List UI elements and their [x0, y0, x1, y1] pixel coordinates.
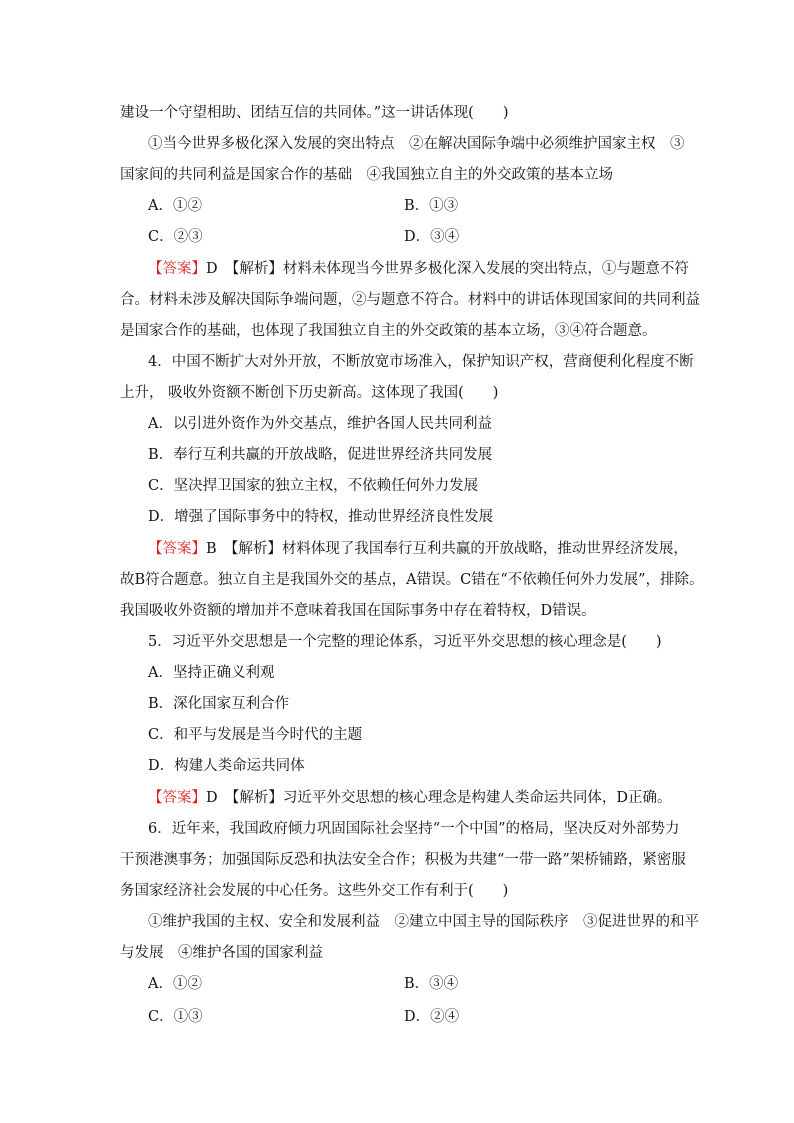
q3-option-c: C．②③	[148, 229, 203, 245]
q3-analysis-line2: 是国家合作的基础，也体现了我国独立自主的外交政策的基本立场，③④符合题意。	[120, 323, 657, 339]
q5-option-a: A．坚持正确义利观	[148, 665, 275, 681]
answer-text: D 【解析】习近平外交思想的核心理念是构建人类命运共同体，D正确。	[206, 790, 672, 806]
q5-option-c: C．和平与发展是当今时代的主题	[148, 727, 363, 743]
q4-option-c: C．坚决捍卫国家的独立主权，不依赖任何外力发展	[148, 478, 479, 494]
q4-answer	[148, 539, 688, 559]
answer-text: D 【解析】材料未体现当今世界多极化深入发展的突出特点，①与题意不符	[206, 261, 689, 277]
answer-tag: 【答案】	[148, 541, 206, 557]
q3-option-a: A．①②	[148, 198, 202, 214]
q3-items-line1: ①当今世界多极化深入发展的突出特点 ②在解决国际争端中必须维护国家主权 ③	[148, 136, 685, 152]
q6-option-b: B．③④	[404, 976, 459, 992]
q5-stem: 5．习近平外交思想是一个完整的理论体系，习近平外交思想的核心理念是( )	[148, 634, 662, 650]
q6-stem-line3: 务国家经济社会发展的中心任务。这些外交工作有利于( )	[120, 883, 509, 899]
q4-option-b: B．奉行互利共赢的开放战略，促进世界经济共同发展	[148, 447, 493, 463]
q6-option-a: A．①②	[148, 976, 202, 992]
q6-option-d: D．②④	[404, 1009, 460, 1025]
q5-option-b: B．深化国家互利合作	[148, 696, 290, 712]
q3-items-line2: 国家间的共同利益是国家合作的基础 ④我国独立自主的外交政策的基本立场	[120, 167, 613, 183]
q3-stem-tail: 建设一个守望相助、团结互信的共同体。”这一讲话体现( )	[120, 105, 509, 121]
q3-option-b: B．①③	[404, 198, 459, 214]
q4-option-a: A．以引进外资作为外交基点，维护各国人民共同利益	[148, 416, 492, 432]
q6-items-line2: 与发展 ④维护各国的国家利益	[120, 945, 323, 961]
q6-option-c: C．①③	[148, 1009, 203, 1025]
q3-answer	[148, 259, 689, 279]
q6-stem-line1: 6．近年来，我国政府倾力巩固国际社会坚持“一个中国”的格局，坚决反对外部势力	[148, 821, 680, 837]
q6-stem-line2: 干预港澳事务；加强国际反恐和执法安全合作；积极为共建“一带一路”架桥铺路，紧密服	[120, 852, 686, 868]
answer-text: B 【解析】材料体现了我国奉行互利共赢的开放战略，推动世界经济发展，	[206, 541, 688, 557]
answer-tag: 【答案】	[148, 790, 206, 806]
q4-stem-line2: 上升， 吸收外资额不断创下历史新高。这体现了我国( )	[120, 385, 499, 401]
answer-tag: 【答案】	[148, 261, 206, 277]
q4-option-d: D．增强了国际事务中的特权，推动世界经济良性发展	[148, 509, 494, 525]
q4-stem-line1: 4．中国不断扩大对外开放，不断放宽市场准入，保护知识产权，营商便利化程度不断	[148, 354, 694, 370]
q5-option-d: D．构建人类命运共同体	[148, 758, 305, 774]
q5-answer	[148, 788, 672, 808]
q3-option-d: D．③④	[404, 229, 460, 245]
q6-items-line1: ①维护我国的主权、安全和发展利益 ②建立中国主导的国际秩序 ③促进世界的和平	[148, 914, 699, 930]
q3-analysis-line1: 合。材料未涉及解决国际争端问题，②与题意不符合。材料中的讲话体现国家间的共同利益	[120, 292, 700, 308]
q4-analysis-line2: 我国吸收外资额的增加并不意味着我国在国际事务中存在着特权，D错误。	[120, 603, 596, 619]
q4-analysis-line1: 故B符合题意。独立自主是我国外交的基点，A错误。C错在“不依赖任何外力发展”，排除。	[120, 572, 704, 588]
